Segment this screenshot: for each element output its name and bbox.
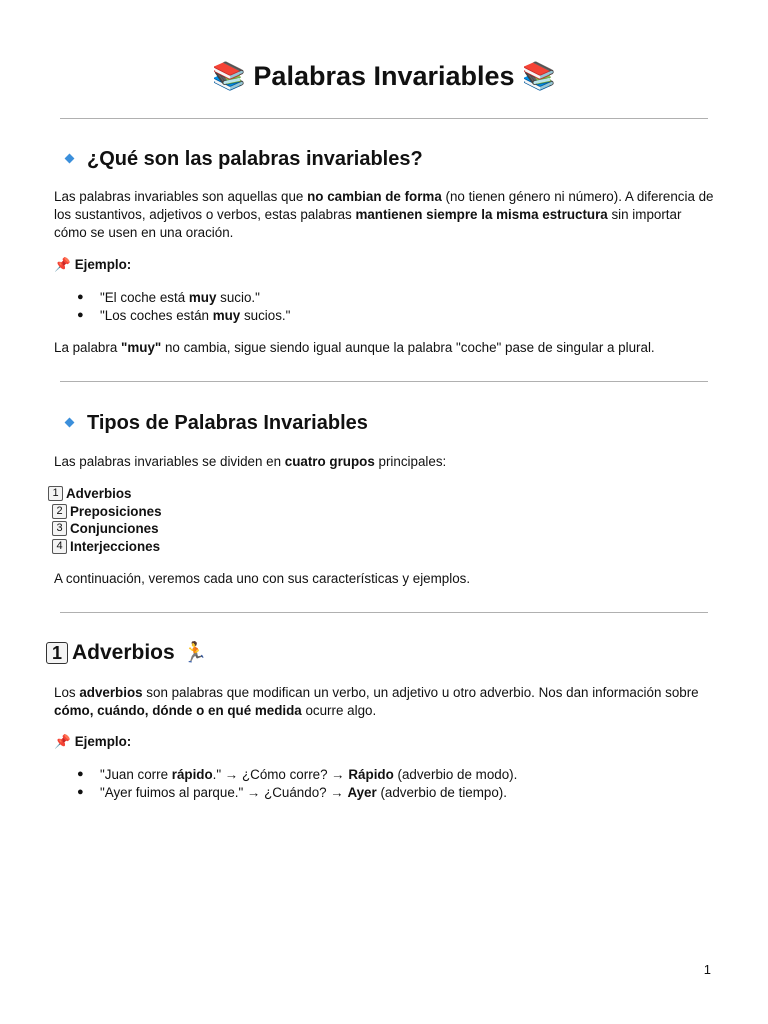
list-item <box>54 784 517 802</box>
blue-diamond-icon <box>65 153 75 163</box>
divider <box>60 381 708 382</box>
text-run: "Ayer fuimos al parque." → ¿Cuándo? → <box>100 784 348 800</box>
text-run: sucio." <box>216 290 260 305</box>
text-run: sucios." <box>240 307 291 323</box>
page-number: 1 <box>703 962 711 977</box>
text-run: principales: <box>374 454 447 469</box>
text-run: ocurre algo. <box>301 703 377 718</box>
divider <box>60 612 708 613</box>
bold-text: Rápido <box>348 767 394 782</box>
keycap-digit-icon: 1 <box>46 642 68 664</box>
list-item <box>54 766 517 784</box>
pushpin-icon: 📌 <box>54 734 71 749</box>
list-item: 1 Adverbios <box>48 485 162 503</box>
blue-diamond-icon <box>65 417 75 427</box>
bold-text: Ayer <box>347 784 377 800</box>
text-run: ." → ¿Cómo corre? → <box>212 767 349 782</box>
example-label: 📌 Ejemplo: <box>54 257 132 272</box>
text-run: "El coche está <box>100 290 189 305</box>
pushpin-icon: 📌 <box>54 257 71 272</box>
list-item: 2 Preposiciones <box>52 503 162 521</box>
example-label: 📌 Ejemplo: <box>54 734 132 749</box>
text-run: (no tienen género ni número). A diferencia de los sustantivos, adjetivos o verbos, estas palabras <box>54 189 714 222</box>
text-run: (adverbio de modo). <box>393 767 518 782</box>
text-run: sin importar cómo se usen en una oración. <box>54 207 682 240</box>
divider <box>60 118 708 119</box>
books-emoji-right: 📚 <box>522 61 556 91</box>
bold-text: rápido <box>171 767 213 782</box>
keycap-digit-icon: 1 <box>48 486 63 501</box>
text-run: Los <box>54 685 80 700</box>
list-item: 3 Conjunciones <box>52 520 162 538</box>
text-run: Las palabras invariables son aquellas que <box>54 189 308 204</box>
paragraph <box>54 339 714 357</box>
title-text: Palabras Invariables <box>253 61 515 91</box>
section-heading: ¿Qué son las palabras invariables? <box>60 148 423 171</box>
books-emoji-left: 📚 <box>212 61 246 91</box>
paragraph <box>54 684 714 720</box>
text-run: "Juan corre <box>100 767 172 782</box>
section-heading: 1 Adverbios 🏃 <box>46 640 208 665</box>
list-item <box>54 307 290 325</box>
bold-text: adverbios <box>79 685 143 700</box>
paragraph <box>54 453 714 471</box>
example-list <box>54 289 290 324</box>
paragraph <box>54 188 714 242</box>
list-item: 4 Interjecciones <box>52 538 162 556</box>
keycap-digit-icon: 3 <box>52 521 67 536</box>
text-run: son palabras que modifican un verbo, un adjetivo u otro adverbio. Nos dan información sobre <box>142 685 699 700</box>
text-run: (adverbio de tiempo). <box>376 784 507 800</box>
bold-text: muy <box>188 290 217 305</box>
text-run: no cambia, sigue siendo igual aunque la palabra "coche" pase de singular a plural. <box>161 340 655 355</box>
bold-text: no cambian de forma <box>307 189 442 204</box>
bold-text: cómo, cuándo, dónde o en qué medida <box>54 703 302 718</box>
document-title <box>0 60 768 92</box>
list-item <box>54 289 290 307</box>
text-run: "Los coches están <box>100 307 213 323</box>
paragraph: A continuación, veremos cada uno con sus características y ejemplos. <box>54 571 471 586</box>
runner-icon: 🏃 <box>182 642 208 664</box>
example-list <box>54 766 517 801</box>
bold-text: mantienen siempre la misma estructura <box>355 207 608 222</box>
text-run: La palabra <box>54 340 122 355</box>
bold-text: "muy" <box>121 340 162 355</box>
section-heading: Tipos de Palabras Invariables <box>60 412 368 435</box>
keycap-digit-icon: 2 <box>52 504 67 519</box>
text-run: Las palabras invariables se dividen en <box>54 454 285 469</box>
bold-text: cuatro grupos <box>284 454 375 469</box>
keycap-digit-icon: 4 <box>52 539 67 554</box>
group-list <box>48 485 162 555</box>
bold-text: muy <box>212 307 241 323</box>
